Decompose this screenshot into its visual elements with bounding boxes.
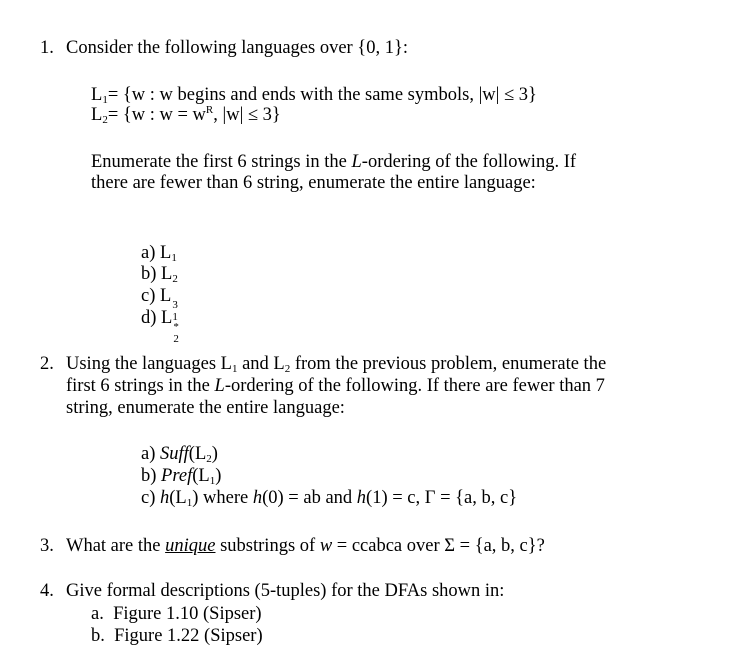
problem-2-line-1: Using the languages $L_1$ and $L_2$ from the previous problem, enumerate the — [66, 354, 607, 375]
problem-1-item-b: b) $L_2$ — [141, 264, 178, 285]
l2-definition: $L_2= \{w$ : $w = w^R$, |w| ≤ 3} — [91, 104, 281, 126]
problem-2-item-b: b) $Pref(L_1)$ — [141, 466, 222, 487]
problem-1-item-d: d) L * 2 — [141, 308, 179, 345]
problem-1-item-a: a) $L_1$ — [141, 243, 177, 264]
problem-2-item-c: c) $h(L_1)$ where h(0) = ab and h(1) = c, Γ = {a, b, c} — [141, 488, 518, 509]
problem-4-text: Give formal descriptions (5-tuples) for the DFAs shown in: — [66, 581, 505, 601]
problem-1-instruction-line-2: there are fewer than 6 string, enumerate the entire language: — [91, 173, 536, 193]
problem-3-number: 3. — [40, 536, 54, 556]
problem-3-text: What are the unique substrings of w = ccabca over Σ = {a, b, c}? — [66, 536, 545, 556]
problem-1-number: 1. — [40, 38, 54, 58]
problem-2-item-a: a) $Suff(L_2)$ — [141, 444, 218, 465]
problem-1-item-c: c) L 3 1 — [141, 286, 178, 323]
problem-4-number: 4. — [40, 581, 54, 601]
problem-2-number: 2. — [40, 354, 54, 374]
l1-definition: $L_1= \{w$ : w begins and ends with the same symbols, |w| ≤ 3} — [91, 85, 537, 106]
problem-1-intro: Consider the following languages over {0, 1}: — [66, 38, 408, 58]
problem-1-instruction-line-1: Enumerate the first 6 strings in the L-ordering of the following. If — [91, 152, 577, 172]
problem-2-line-2: first 6 strings in the L-ordering of the following. If there are fewer than 7 — [66, 376, 605, 396]
problem-4-item-b: b. Figure 1.22 (Sipser) — [91, 626, 263, 646]
problem-4-item-a: a. Figure 1.10 (Sipser) — [91, 604, 262, 624]
problem-2-line-3: string, enumerate the entire language: — [66, 398, 345, 418]
